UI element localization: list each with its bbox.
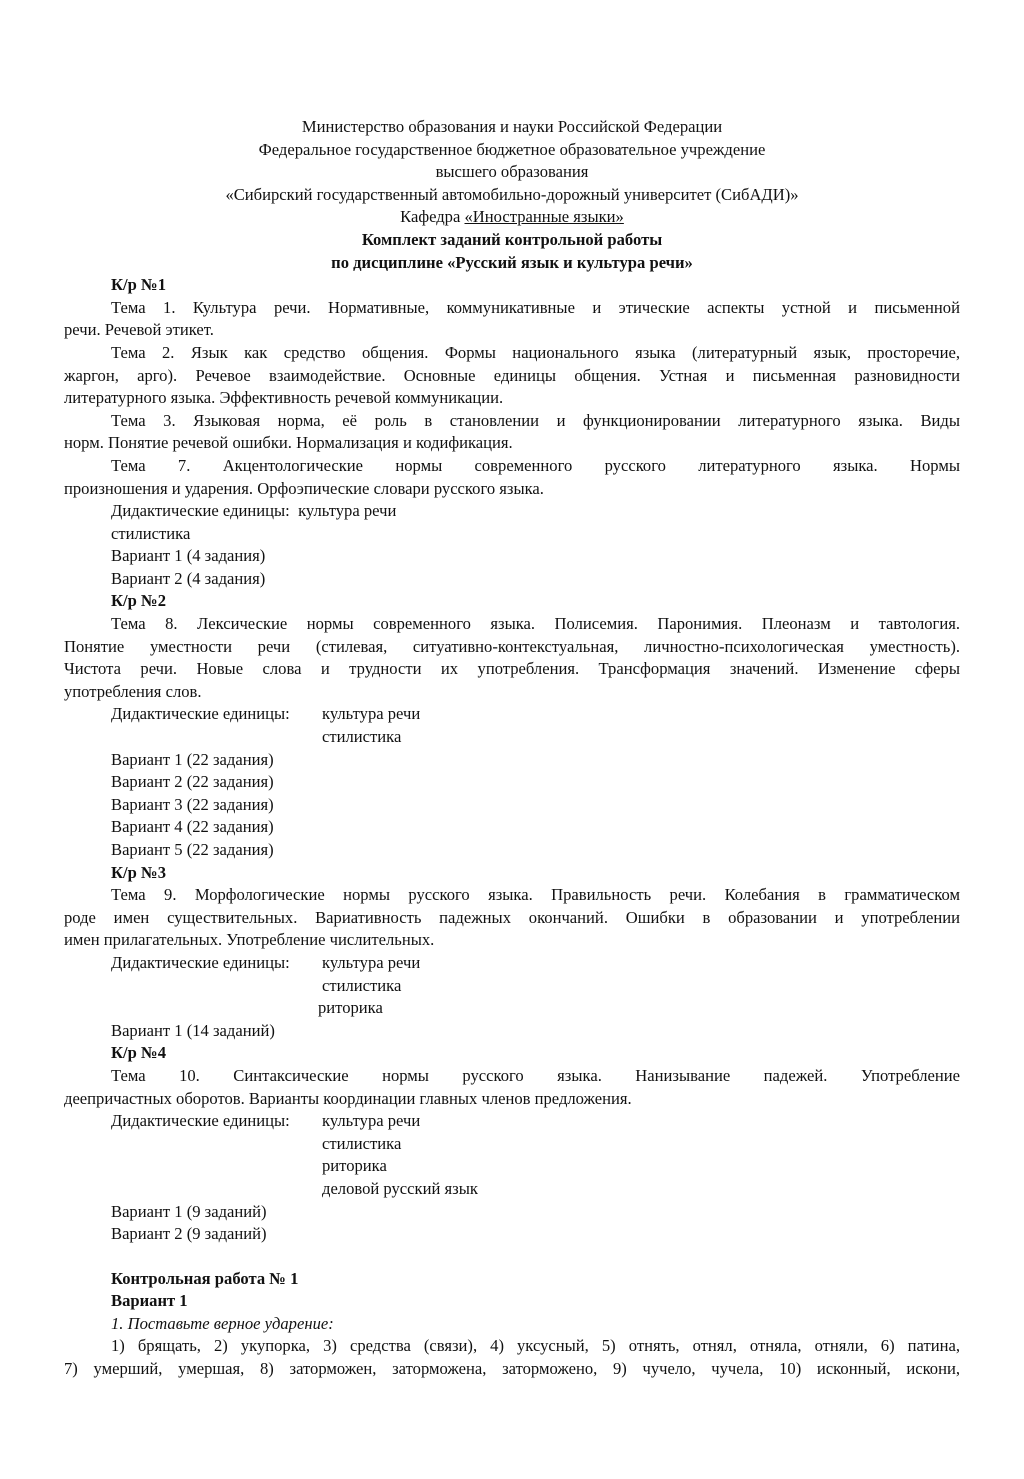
section-gap [64,1246,960,1268]
kr4-tema10-line-1: Тема 10. Синтаксические нормы русского языка. Нанизывание падежей. Употребление [111,1065,960,1085]
kr1-heading: К/р №1 [111,275,166,295]
department-prefix: Кафедра [400,207,465,227]
kr3-tema9-line-3: имен прилагательных. Употребление числительных. [64,930,435,950]
kr3-heading: К/р №3 [111,862,166,882]
test-variant: Вариант 1 [111,1291,188,1311]
kr3-tema9-line-1: Тема 9. Морфологические нормы русского языка. Правильность речи. Колебания в грамматическом [111,885,960,905]
didactic-unit: культура речи [322,1111,421,1131]
kr4-didactic-unit-4: деловой русский язык [322,1178,478,1198]
didactic-unit: культура речи [322,704,421,724]
kr4-didactic-unit-2: стилистика [322,1133,402,1153]
kr1-variant-2: Вариант 2 (4 задания) [111,568,266,588]
kr4-heading: К/р №4 [111,1043,166,1063]
ministry-line: Министерство образования и науки Российской Федерации [301,117,723,136]
kr4-variant-1: Вариант 1 (9 заданий) [111,1201,267,1221]
test-task-1-line-1: 1) брящать, 2) укупорка, 3) средства (связи), 4) уксусный, 5) отнять, отнял, отняла, отняли, 6) патина, [111,1336,960,1356]
department-name: «Иностранные языки» [464,207,624,227]
kr2-variant-1: Вариант 1 (22 задания) [111,749,274,769]
kr2-heading: К/р №2 [111,591,166,611]
kr4-didactic-unit-3: риторика [322,1156,387,1176]
kr2-didactic-units [64,703,960,726]
kr4-didactic-units [64,1110,960,1133]
kr2-didactic-unit-2: стилистика [322,727,402,747]
document-title-line-2: по дисциплине «Русский язык и культура речи» [331,252,693,272]
kr1-tema3-line-2: норм. Понятие речевой ошибки. Нормализация и кодификация. [64,433,513,453]
document-header [64,116,960,274]
kr3-tema9-line-2: роде имен существительных. Вариативность падежных окончаний. Ошибки в образовании и употреблении [64,907,960,927]
kr1-tema2-line-3: литературного языка. Эффективность речевой коммуникации. [64,388,504,408]
didactic-label: Дидактические единицы: [111,704,290,724]
kr3-didactic-unit-3: риторика [318,998,383,1018]
kr1-tema2-line-1: Тема 2. Язык как средство общения. Формы национального языка (литературный язык, просторечие, [111,342,960,362]
institution-line-1: Федеральное государственное бюджетное образовательное учреждение [258,139,766,159]
kr1-tema7-line-2: произношения и ударения. Орфоэпические словари русского языка. [64,478,544,498]
test-task-1-line-2: 7) умерший, умершая, 8) заторможен, заторможена, заторможено, 9) чучело, чучела, 10) исконный, искони, [64,1359,960,1379]
document-title-line-1: Комплект заданий контрольной работы [361,229,663,249]
kr1-variant-1: Вариант 1 (4 задания) [111,546,266,566]
test-task-1: 1. Поставьте верное ударение: [111,1313,334,1333]
kr2-tema8-line-2: Понятие уместности речи (стилевая, ситуативно-контекстуальная, личностно-психологическая уместность). [64,636,960,656]
kr3-variant-1: Вариант 1 (14 заданий) [111,1020,275,1040]
kr2-variant-4: Вариант 4 (22 задания) [111,817,274,837]
kr4-variant-2: Вариант 2 (9 заданий) [111,1224,267,1244]
didactic-label: Дидактические единицы: [111,1111,290,1131]
kr1-tema7-line-1: Тема 7. Акцентологические нормы современного русского литературного языка. Нормы [111,455,960,475]
kr1-tema2-line-2: жаргон, арго). Речевое взаимодействие. Основные единицы общения. Устная и письменная разновидности [64,365,960,385]
kr3-didactic-units [64,952,960,975]
kr2-variant-3: Вариант 3 (22 задания) [111,794,274,814]
kr2-tema8-line-3: Чистота речи. Новые слова и трудности их употребления. Трансформация значений. Изменение сферы [64,659,960,679]
kr2-variant-2: Вариант 2 (22 задания) [111,772,274,792]
didactic-unit: культура речи [298,501,397,521]
kr4-tema10-line-2: деепричастных оборотов. Варианты координации главных членов предложения. [64,1088,632,1108]
didactic-label: Дидактические единицы: [111,952,290,972]
didactic-label: Дидактические единицы: [111,501,290,521]
kr1-didactic-units [64,500,960,523]
kr1-didactic-unit-2: стилистика [111,523,191,543]
kr1-tema3-line-1: Тема 3. Языковая норма, её роль в становлении и функционировании литературного языка. Виды [111,410,960,430]
department-line [64,206,960,229]
kr1-tema1-line-2: речи. Речевой этикет. [64,320,214,340]
institution-line-2: высшего образования [435,162,589,182]
kr1-tema1-line-1: Тема 1. Культура речи. Нормативные, коммуникативные и этические аспекты устной и письменной [111,297,960,317]
kr3-didactic-unit-2: стилистика [322,975,402,995]
kr2-tema8-line-4: употребления слов. [64,681,202,701]
test-heading: Контрольная работа № 1 [111,1268,299,1288]
kr2-tema8-line-1: Тема 8. Лексические нормы современного языка. Полисемия. Паронимия. Плеоназм и тавтология. [111,614,960,634]
didactic-unit: культура речи [322,952,421,972]
kr2-variant-5: Вариант 5 (22 задания) [111,840,274,859]
university-line: «Сибирский государственный автомобильно-дорожный университет (СибАДИ)» [225,184,799,204]
